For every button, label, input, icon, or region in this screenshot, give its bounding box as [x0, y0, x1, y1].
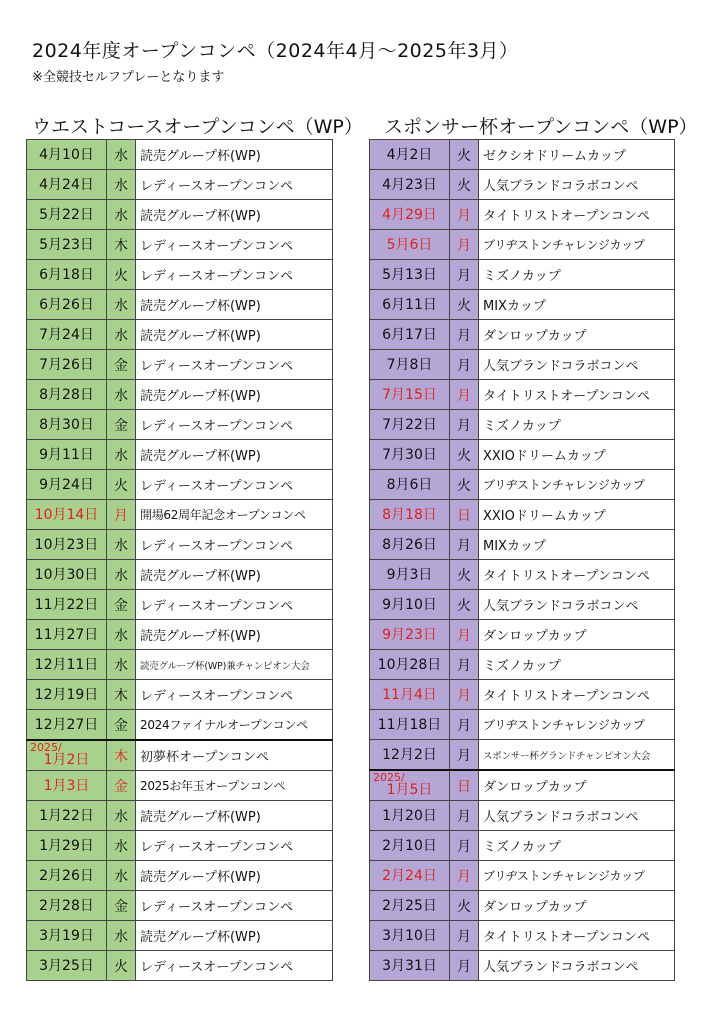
table-row — [370, 440, 675, 470]
table-row — [27, 590, 333, 620]
table-row — [370, 200, 675, 230]
date-cell: 9月11日 — [27, 440, 107, 470]
event-cell: ダンロップカップ — [479, 891, 675, 921]
event-cell: ダンロップカップ — [479, 770, 675, 801]
table-row — [370, 590, 675, 620]
weekday-cell: 火 — [450, 891, 479, 921]
date-cell: 1月20日 — [370, 801, 450, 831]
date-cell: 6月17日 — [370, 320, 450, 350]
event-cell: レディースオープンコンペ — [136, 530, 333, 560]
date-cell: 12月19日 — [27, 680, 107, 710]
table-row — [27, 500, 333, 530]
date-cell: 5月6日 — [370, 230, 450, 260]
table-row — [370, 230, 675, 260]
weekday-cell: 火 — [450, 440, 479, 470]
event-cell: ミズノカップ — [479, 831, 675, 861]
event-cell: 開場62周年記念オープンコンペ — [136, 500, 333, 530]
event-cell: レディースオープンコンペ — [136, 590, 333, 620]
date-cell: 2月28日 — [27, 891, 107, 921]
table-row — [27, 320, 333, 350]
event-cell: 人気ブランドコラボコンペ — [479, 951, 675, 981]
weekday-cell: 火 — [450, 170, 479, 200]
date-cell: 5月23日 — [27, 230, 107, 260]
date-cell: 7月24日 — [27, 320, 107, 350]
date-cell: 9月10日 — [370, 590, 450, 620]
weekday-cell: 火 — [450, 290, 479, 320]
weekday-cell: 金 — [107, 410, 136, 440]
weekday-cell: 水 — [107, 861, 136, 891]
table-row — [370, 530, 675, 560]
table-row — [370, 470, 675, 500]
date-cell: 12月27日 — [27, 710, 107, 741]
weekday-cell: 月 — [450, 951, 479, 981]
date-cell: 6月18日 — [27, 260, 107, 290]
date-cell: 11月18日 — [370, 710, 450, 740]
weekday-cell: 月 — [450, 650, 479, 680]
table-row — [27, 861, 333, 891]
event-cell: 読売グループ杯(WP) — [136, 140, 333, 170]
table-row — [370, 831, 675, 861]
weekday-cell: 月 — [450, 801, 479, 831]
event-cell: 読売グループ杯(WP) — [136, 620, 333, 650]
event-cell: MIXカップ — [479, 290, 675, 320]
date-cell: 11月4日 — [370, 680, 450, 710]
table-row — [370, 801, 675, 831]
weekday-cell: 月 — [450, 921, 479, 951]
sponsor-schedule-table — [369, 139, 675, 981]
self-play-note: ※全競技セルフプレーとなります — [32, 70, 225, 85]
event-cell: XXIOドリームカップ — [479, 440, 675, 470]
weekday-cell: 月 — [450, 620, 479, 650]
date-cell: 7月15日 — [370, 380, 450, 410]
date-cell: 2月24日 — [370, 861, 450, 891]
event-cell: スポンサー杯グランドチャンピオン大会 — [479, 740, 675, 771]
event-cell: 2025お年玉オープンコンペ — [136, 771, 333, 801]
event-cell: レディースオープンコンペ — [136, 410, 333, 440]
event-cell: 読売グループ杯(WP) — [136, 801, 333, 831]
event-cell: 人気ブランドコラボコンペ — [479, 170, 675, 200]
weekday-cell: 水 — [107, 380, 136, 410]
date-label: 1月5日 — [386, 782, 433, 798]
table-row — [27, 440, 333, 470]
event-cell: 人気ブランドコラボコンペ — [479, 590, 675, 620]
table-row — [27, 230, 333, 260]
table-row — [27, 380, 333, 410]
date-cell: 7月30日 — [370, 440, 450, 470]
weekday-cell: 火 — [450, 590, 479, 620]
weekday-cell: 水 — [107, 170, 136, 200]
date-cell: 2月10日 — [370, 831, 450, 861]
table-row — [370, 260, 675, 290]
date-cell: 2月26日 — [27, 861, 107, 891]
date-cell: 7月26日 — [27, 350, 107, 380]
table-row — [27, 170, 333, 200]
table-row — [370, 861, 675, 891]
weekday-cell: 水 — [107, 560, 136, 590]
table-row — [27, 921, 333, 951]
event-cell: タイトリストオープンコンペ — [479, 560, 675, 590]
event-cell: タイトリストオープンコンペ — [479, 680, 675, 710]
weekday-cell: 金 — [107, 891, 136, 921]
date-cell: 2月25日 — [370, 891, 450, 921]
date-cell: 4月24日 — [27, 170, 107, 200]
event-cell: MIXカップ — [479, 530, 675, 560]
table-row — [370, 710, 675, 740]
weekday-cell: 月 — [450, 831, 479, 861]
event-cell: 2024ファイナルオープンコンペ — [136, 710, 333, 741]
weekday-cell: 月 — [450, 320, 479, 350]
date-cell: 1月3日 — [27, 771, 107, 801]
date-cell: 10月14日 — [27, 500, 107, 530]
year-label: 2025/ — [373, 771, 405, 784]
date-cell: 8月28日 — [27, 380, 107, 410]
weekday-cell: 火 — [450, 470, 479, 500]
event-cell: レディースオープンコンペ — [136, 170, 333, 200]
date-cell: 11月22日 — [27, 590, 107, 620]
date-cell: 3月31日 — [370, 951, 450, 981]
event-cell: レディースオープンコンペ — [136, 260, 333, 290]
event-cell: 初夢杯オープンコンペ — [136, 740, 333, 771]
table-row — [27, 200, 333, 230]
table-row — [27, 470, 333, 500]
date-cell — [27, 740, 107, 771]
date-cell: 5月13日 — [370, 260, 450, 290]
page-title: 2024年度オープンコンペ（2024年4月～2025年3月） — [32, 40, 519, 62]
table-row — [27, 771, 333, 801]
weekday-cell: 木 — [107, 680, 136, 710]
date-cell: 9月3日 — [370, 560, 450, 590]
weekday-cell: 金 — [107, 350, 136, 380]
date-cell: 12月11日 — [27, 650, 107, 680]
table-row — [27, 140, 333, 170]
table-row — [27, 530, 333, 560]
table-row — [370, 921, 675, 951]
table-row — [27, 801, 333, 831]
date-cell: 3月10日 — [370, 921, 450, 951]
event-cell: ミズノカップ — [479, 410, 675, 440]
table-row — [27, 620, 333, 650]
table-row — [370, 380, 675, 410]
event-cell: レディースオープンコンペ — [136, 350, 333, 380]
event-cell: レディースオープンコンペ — [136, 951, 333, 981]
table-row — [27, 560, 333, 590]
event-cell: 読売グループ杯(WP) — [136, 861, 333, 891]
date-cell: 8月18日 — [370, 500, 450, 530]
date-cell — [370, 770, 450, 801]
event-cell: ミズノカップ — [479, 650, 675, 680]
weekday-cell: 月 — [107, 500, 136, 530]
date-cell: 4月23日 — [370, 170, 450, 200]
date-cell: 8月30日 — [27, 410, 107, 440]
table-row — [370, 500, 675, 530]
table-row — [27, 350, 333, 380]
date-cell: 12月2日 — [370, 740, 450, 771]
event-cell: レディースオープンコンペ — [136, 891, 333, 921]
weekday-cell: 月 — [450, 710, 479, 740]
weekday-cell: 月 — [450, 410, 479, 440]
event-cell: ブリヂストンチャレンジカップ — [479, 861, 675, 891]
date-cell: 4月29日 — [370, 200, 450, 230]
event-cell: 人気ブランドコラボコンペ — [479, 350, 675, 380]
table-row — [27, 951, 333, 981]
table-row — [370, 951, 675, 981]
table-row — [370, 290, 675, 320]
date-cell: 11月27日 — [27, 620, 107, 650]
date-cell: 10月30日 — [27, 560, 107, 590]
table-row — [370, 170, 675, 200]
event-cell: ミズノカップ — [479, 260, 675, 290]
table-row — [27, 740, 333, 771]
table-row — [370, 350, 675, 380]
table-row — [27, 831, 333, 861]
date-cell: 10月23日 — [27, 530, 107, 560]
table-row — [370, 740, 675, 771]
table-row — [27, 650, 333, 680]
date-cell: 4月10日 — [27, 140, 107, 170]
date-cell: 4月2日 — [370, 140, 450, 170]
date-cell: 3月19日 — [27, 921, 107, 951]
weekday-cell: 月 — [450, 230, 479, 260]
weekday-cell: 火 — [450, 560, 479, 590]
weekday-cell: 水 — [107, 620, 136, 650]
date-cell: 3月25日 — [27, 951, 107, 981]
event-cell: タイトリストオープンコンペ — [479, 921, 675, 951]
westcoast-schedule-table — [26, 139, 333, 981]
event-cell: ダンロップカップ — [479, 620, 675, 650]
date-cell: 9月23日 — [370, 620, 450, 650]
table-row — [370, 410, 675, 440]
sponsor-heading: スポンサー杯オープンコンペ（WP） — [384, 116, 698, 138]
weekday-cell: 月 — [450, 350, 479, 380]
weekday-cell: 月 — [450, 861, 479, 891]
weekday-cell: 水 — [107, 801, 136, 831]
event-cell: タイトリストオープンコンペ — [479, 380, 675, 410]
event-cell: レディースオープンコンペ — [136, 680, 333, 710]
date-cell: 1月29日 — [27, 831, 107, 861]
weekday-cell: 月 — [450, 680, 479, 710]
event-cell: 読売グループ杯(WP) — [136, 560, 333, 590]
date-cell: 8月26日 — [370, 530, 450, 560]
event-cell: 読売グループ杯(WP) — [136, 290, 333, 320]
table-row — [27, 290, 333, 320]
table-row — [370, 650, 675, 680]
date-cell: 9月24日 — [27, 470, 107, 500]
weekday-cell: 水 — [107, 290, 136, 320]
table-row — [27, 710, 333, 741]
weekday-cell: 水 — [107, 200, 136, 230]
event-cell: タイトリストオープンコンペ — [479, 200, 675, 230]
weekday-cell: 水 — [107, 831, 136, 861]
event-cell: レディースオープンコンペ — [136, 230, 333, 260]
event-cell: 読売グループ杯(WP)兼チャンピオン大会 — [136, 650, 333, 680]
date-cell: 10月28日 — [370, 650, 450, 680]
event-cell: ブリヂストンチャレンジカップ — [479, 470, 675, 500]
event-cell: 人気ブランドコラボコンペ — [479, 801, 675, 831]
date-label: 1月2日 — [43, 752, 90, 768]
event-cell: 読売グループ杯(WP) — [136, 200, 333, 230]
weekday-cell: 火 — [107, 470, 136, 500]
weekday-cell: 月 — [450, 740, 479, 771]
weekday-cell: 金 — [107, 771, 136, 801]
event-cell: XXIOドリームカップ — [479, 500, 675, 530]
weekday-cell: 金 — [107, 590, 136, 620]
weekday-cell: 水 — [107, 140, 136, 170]
table-row — [27, 891, 333, 921]
weekday-cell: 火 — [107, 260, 136, 290]
table-row — [370, 680, 675, 710]
event-cell: 読売グループ杯(WP) — [136, 320, 333, 350]
date-cell: 6月11日 — [370, 290, 450, 320]
event-cell: ブリヂストンチャレンジカップ — [479, 230, 675, 260]
event-cell: ブリヂストンチャレンジカップ — [479, 710, 675, 740]
event-cell: 読売グループ杯(WP) — [136, 440, 333, 470]
event-cell: レディースオープンコンペ — [136, 831, 333, 861]
weekday-cell: 水 — [107, 320, 136, 350]
year-label: 2025/ — [30, 741, 62, 754]
weekday-cell: 水 — [107, 921, 136, 951]
weekday-cell: 日 — [450, 500, 479, 530]
date-cell: 6月26日 — [27, 290, 107, 320]
date-cell: 8月6日 — [370, 470, 450, 500]
weekday-cell: 月 — [450, 530, 479, 560]
westcoast-heading: ウエストコースオープンコンペ（WP） — [32, 116, 363, 138]
weekday-cell: 水 — [107, 530, 136, 560]
table-row — [370, 891, 675, 921]
table-row — [370, 560, 675, 590]
weekday-cell: 水 — [107, 650, 136, 680]
event-cell: ダンロップカップ — [479, 320, 675, 350]
weekday-cell: 月 — [450, 380, 479, 410]
table-row — [27, 680, 333, 710]
table-row — [27, 260, 333, 290]
table-row — [27, 410, 333, 440]
event-cell: ゼクシオドリームカップ — [479, 140, 675, 170]
weekday-cell: 火 — [450, 140, 479, 170]
weekday-cell: 月 — [450, 260, 479, 290]
date-cell: 1月22日 — [27, 801, 107, 831]
table-row — [370, 620, 675, 650]
date-cell: 7月22日 — [370, 410, 450, 440]
weekday-cell: 日 — [450, 770, 479, 801]
event-cell: 読売グループ杯(WP) — [136, 921, 333, 951]
weekday-cell: 月 — [450, 200, 479, 230]
date-cell: 7月8日 — [370, 350, 450, 380]
weekday-cell: 水 — [107, 440, 136, 470]
table-row — [370, 140, 675, 170]
table-row — [370, 320, 675, 350]
event-cell: レディースオープンコンペ — [136, 470, 333, 500]
date-cell: 5月22日 — [27, 200, 107, 230]
weekday-cell: 金 — [107, 710, 136, 741]
weekday-cell: 木 — [107, 740, 136, 771]
weekday-cell: 火 — [107, 951, 136, 981]
weekday-cell: 木 — [107, 230, 136, 260]
event-cell: 読売グループ杯(WP) — [136, 380, 333, 410]
table-row — [370, 770, 675, 801]
